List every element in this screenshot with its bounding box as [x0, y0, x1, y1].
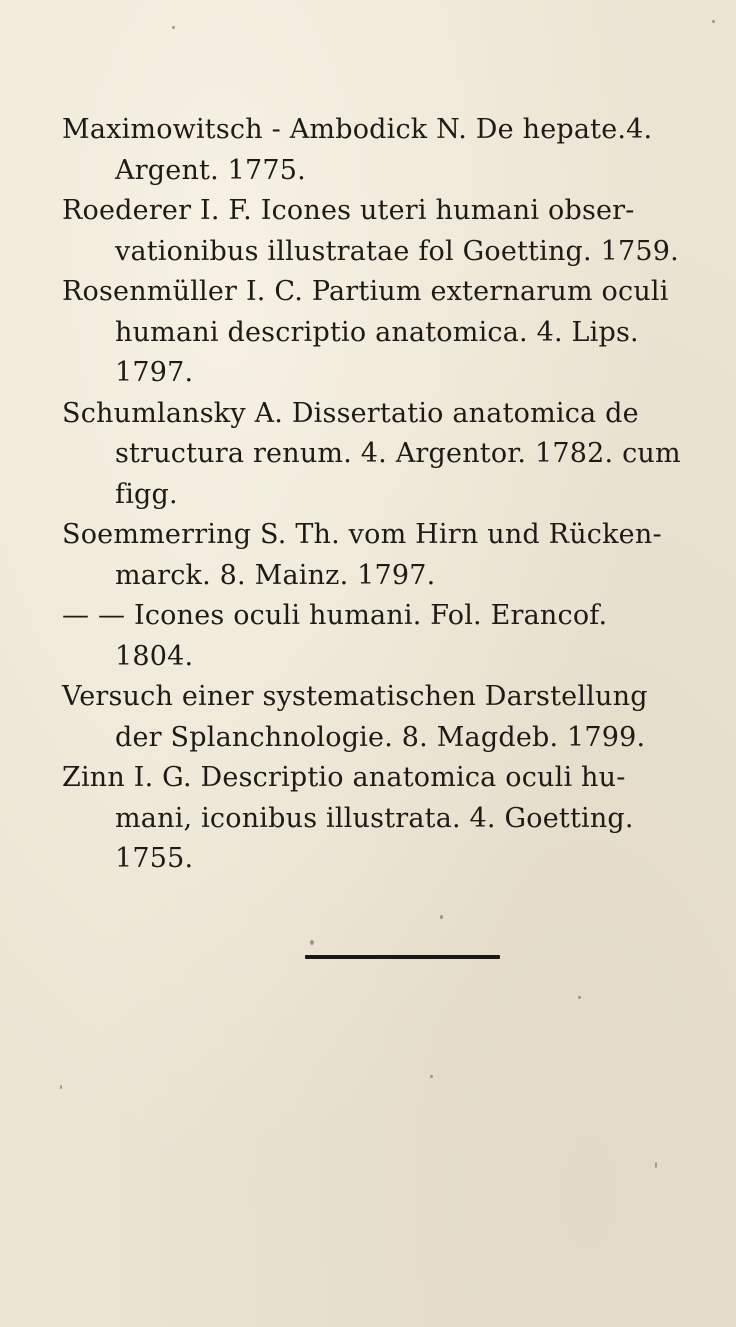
entry-line: Roederer I. F. Icones uteri humani obser- [62, 195, 635, 226]
entry-line: Maximowitsch - Ambodick N. De hepate.4. [62, 114, 653, 145]
entry-line: humani descriptio anatomica. 4. Lips. [115, 316, 639, 348]
entry-line: mani, iconibus illustrata. 4. Goetting. [115, 802, 634, 834]
entry-line: der Splanchnologie. 8. Magdeb. 1799. [115, 721, 646, 753]
paper-speck [578, 996, 581, 999]
bibliography-entry-schumlansky [62, 394, 734, 516]
bibliography-entry-soemmerring-icones [62, 596, 734, 677]
entry-line: structura renum. 4. Argentor. 1782. cum [115, 438, 681, 469]
paper-speck [712, 20, 715, 23]
entry-line: 1755. [115, 843, 194, 874]
section-end-rule [305, 955, 500, 959]
entry-line: Rosenmüller I. C. Partium externarum oculi [62, 276, 669, 307]
entry-line: marck. 8. Mainz. 1797. [115, 559, 436, 591]
paper-speck [310, 940, 314, 945]
entry-line: Zinn I. G. Descriptio anatomica oculi hu- [62, 762, 626, 793]
entry-line: Argent. 1775. [115, 154, 306, 186]
entry-line: 1804. [115, 640, 194, 672]
bibliography-entry-rosenmueller [62, 272, 734, 394]
paper-speck [655, 1162, 657, 1168]
paper-speck [172, 26, 175, 29]
entry-line: Soemmerring S. Th. vom Hirn und Rücken- [62, 519, 662, 550]
entry-line: Versuch einer systematischen Darstellung [62, 681, 648, 712]
bibliography-entry-soemmerring [62, 515, 734, 596]
bibliography-entry-versuch [62, 677, 734, 758]
entry-line: — — Icones oculi humani. Fol. Erancof. [62, 600, 608, 631]
entry-line: figg. [115, 478, 178, 510]
entry-line: Schumlansky A. Dissertatio anatomica de [62, 397, 639, 429]
bibliography-entry-zinn [62, 758, 734, 880]
bibliography-entry-roederer [62, 191, 734, 272]
paper-speck [440, 915, 443, 919]
entry-line: vationibus illustratae fol Goetting. 1759. [115, 235, 679, 267]
bibliography-entry-maximowitsch [62, 110, 734, 191]
paper-speck [430, 1075, 433, 1078]
paper-speck [60, 1085, 62, 1089]
bibliography-list [62, 110, 734, 880]
entry-line: 1797. [115, 357, 194, 388]
